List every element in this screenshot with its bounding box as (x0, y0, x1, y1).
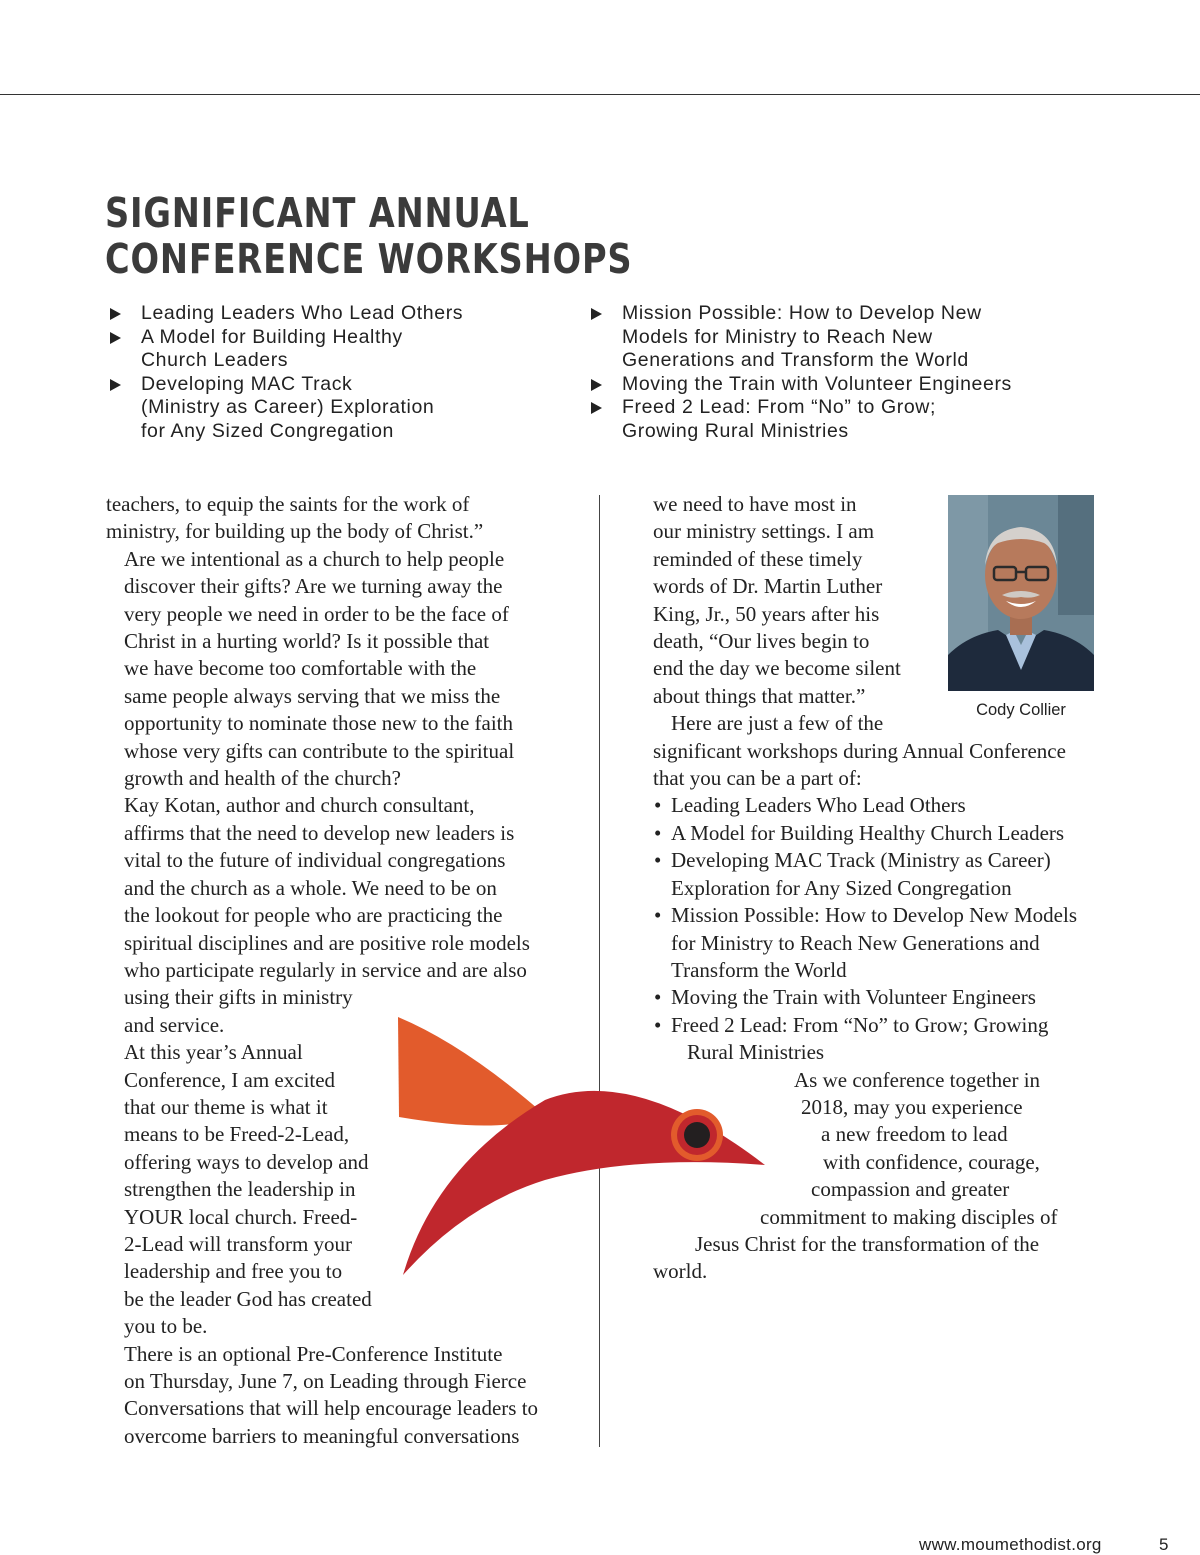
text-line: overcome barriers to meaningful conversations (124, 1423, 520, 1448)
title-line-2: CONFERENCE WORKSHOPS (105, 235, 633, 283)
workshop-item (106, 326, 526, 373)
text-line: very people we need in order to be the face of (124, 601, 509, 626)
workshop-item-line: Models for Ministry to Reach New (622, 325, 933, 348)
workshop-item-line: Generations and Transform the World (622, 349, 969, 372)
workshop-item (587, 302, 1067, 373)
text-line: you to be. (124, 1314, 208, 1339)
workshop-item (587, 396, 1067, 443)
text-line: and service. (124, 1012, 225, 1037)
text-line: compassion and greater (811, 1177, 1010, 1202)
text-line: with confidence, courage, (823, 1149, 1040, 1174)
page-number: 5 (1159, 1535, 1169, 1554)
text-line: Here are just a few of the (671, 711, 884, 736)
text-line: reminded of these timely (653, 546, 863, 571)
text-line: offering ways to develop and (124, 1149, 369, 1174)
text-line: using their gifts in ministry (124, 985, 353, 1010)
text-line: • Developing MAC Track (Ministry as Career) (671, 848, 1051, 873)
text-line: means to be Freed-2-Lead, (124, 1122, 350, 1147)
text-line: affirms that the need to develop new leaders is (124, 820, 515, 845)
paragraph (106, 546, 556, 793)
page-title (105, 190, 632, 282)
fish-icon (395, 1015, 765, 1280)
workshop-item-line: Church Leaders (141, 349, 289, 372)
title-line-1: SIGNIFICANT ANNUAL (105, 189, 530, 237)
text-line: end the day we become silent (653, 656, 901, 681)
text-line: discover their gifts? Are we turning away the (124, 574, 503, 599)
workshop-item (587, 373, 1067, 397)
footer-url: www.moumethodist.org (919, 1535, 1102, 1554)
triangle-bullet-icon (591, 308, 602, 320)
workshop-item-line: Leading Leaders Who Lead Others (141, 302, 464, 324)
text-line: be the leader God has created (124, 1286, 372, 1311)
text-line: we need to have most in (653, 492, 857, 516)
workshop-item-line: A Model for Building Healthy (141, 325, 403, 348)
paragraph (653, 491, 1103, 710)
text-line: spiritual disciplines and are positive role models (124, 930, 530, 955)
text-line: whose very gifts can contribute to the spiritual (124, 738, 515, 763)
text-line: growth and health of the church? (124, 766, 401, 791)
text-line: a new freedom to lead (821, 1122, 1008, 1147)
text-line: Kay Kotan, author and church consultant, (124, 793, 475, 818)
text-line: words of Dr. Martin Luther (653, 574, 883, 599)
text-line: death, “Our lives begin to (653, 629, 870, 654)
text-line: • Freed 2 Lead: From “No” to Grow; Growing (671, 1012, 1049, 1037)
text-line: on Thursday, June 7, on Leading through Fierce (124, 1369, 527, 1393)
text-line: world. (653, 1259, 708, 1284)
text-line: that our theme is what it (124, 1094, 328, 1119)
top-rule (0, 94, 1200, 95)
text-line: the lookout for people who are practicing the (124, 903, 503, 928)
text-line: Jesus Christ for the transformation of the (695, 1231, 1040, 1256)
workshop-item-line: Growing Rural Ministries (622, 419, 849, 442)
paragraph (653, 710, 1103, 792)
triangle-bullet-icon (591, 379, 602, 391)
text-line: Christ in a hurting world? Is it possible that (124, 629, 490, 654)
list-item (653, 847, 1103, 902)
text-line: • Mission Possible: How to Develop New Models (671, 903, 1077, 928)
text-line: ministry, for building up the body of Christ.” (106, 519, 484, 544)
workshop-item (106, 302, 526, 326)
workshop-item-line: for Any Sized Congregation (141, 419, 394, 442)
triangle-bullet-icon (110, 332, 121, 344)
workshop-item-line: Moving the Train with Volunteer Engineers (622, 372, 1012, 395)
paragraph (106, 792, 556, 1039)
text-line: 2-Lead will transform your (124, 1231, 353, 1256)
text-line: • A Model for Building Healthy Church Leaders (671, 820, 1065, 845)
text-line: that you can be a part of: (653, 766, 862, 791)
paragraph (106, 491, 556, 546)
workshop-item-line: Mission Possible: How to Develop New (622, 302, 982, 324)
workshop-list-left (106, 302, 526, 444)
text-line: about things that matter.” (653, 683, 866, 708)
text-line: YOUR local church. Freed- (124, 1204, 358, 1229)
article-column-1 (106, 491, 556, 1450)
workshop-item-line: (Ministry as Career) Exploration (141, 396, 435, 419)
text-line: Rural Ministries (687, 1040, 825, 1065)
list-item (653, 820, 1103, 847)
triangle-bullet-icon (591, 402, 602, 414)
text-line: Conversations that will help encourage leaders to (124, 1396, 539, 1421)
text-line: vital to the future of individual congregations (124, 848, 506, 873)
workshop-item-line: Freed 2 Lead: From “No” to Grow; (622, 396, 936, 419)
list-item (653, 902, 1103, 984)
paragraph (106, 1341, 556, 1451)
text-line: At this year’s Annual (124, 1040, 303, 1065)
text-line: significant workshops during Annual Conference (653, 738, 1066, 763)
text-line: opportunity to nominate those new to the faith (124, 711, 514, 736)
text-line: for Ministry to Reach New Generations and (671, 930, 1040, 955)
text-line: • Leading Leaders Who Lead Others (671, 793, 966, 818)
text-line: who participate regularly in service and are also (124, 957, 527, 982)
text-line: we have become too comfortable with the (124, 656, 477, 681)
text-line: Conference, I am excited (124, 1067, 336, 1092)
list-item (653, 792, 1103, 819)
text-line: 2018, may you experience (801, 1094, 1023, 1119)
text-line: Are we intentional as a church to help people (124, 546, 505, 571)
list-item (653, 984, 1103, 1011)
triangle-bullet-icon (110, 308, 121, 320)
text-line: and the church as a whole. We need to be on (124, 875, 497, 900)
workshop-item (106, 373, 526, 444)
workshop-list-right (587, 302, 1067, 444)
text-line: There is an optional Pre-Conference Institute (124, 1341, 503, 1366)
photo-caption: Cody Collier (976, 701, 1066, 719)
column-divider (599, 495, 600, 1447)
text-line: • Moving the Train with Volunteer Engineers (671, 985, 1036, 1010)
triangle-bullet-icon (110, 379, 121, 391)
text-line: commitment to making disciples of (760, 1204, 1058, 1229)
text-line: As we conference together in (794, 1067, 1041, 1092)
text-line: leadership and free you to (124, 1259, 343, 1284)
text-line: our ministry settings. I am (653, 519, 875, 544)
text-line: Exploration for Any Sized Congregation (671, 875, 1012, 900)
text-line: King, Jr., 50 years after his (653, 601, 880, 626)
text-line: strengthen the leadership in (124, 1177, 356, 1202)
workshop-item-line: Developing MAC Track (141, 372, 353, 395)
text-line: teachers, to equip the saints for the work of (106, 492, 470, 516)
text-line: Transform the World (671, 957, 847, 982)
text-line: same people always serving that we miss the (124, 683, 501, 708)
